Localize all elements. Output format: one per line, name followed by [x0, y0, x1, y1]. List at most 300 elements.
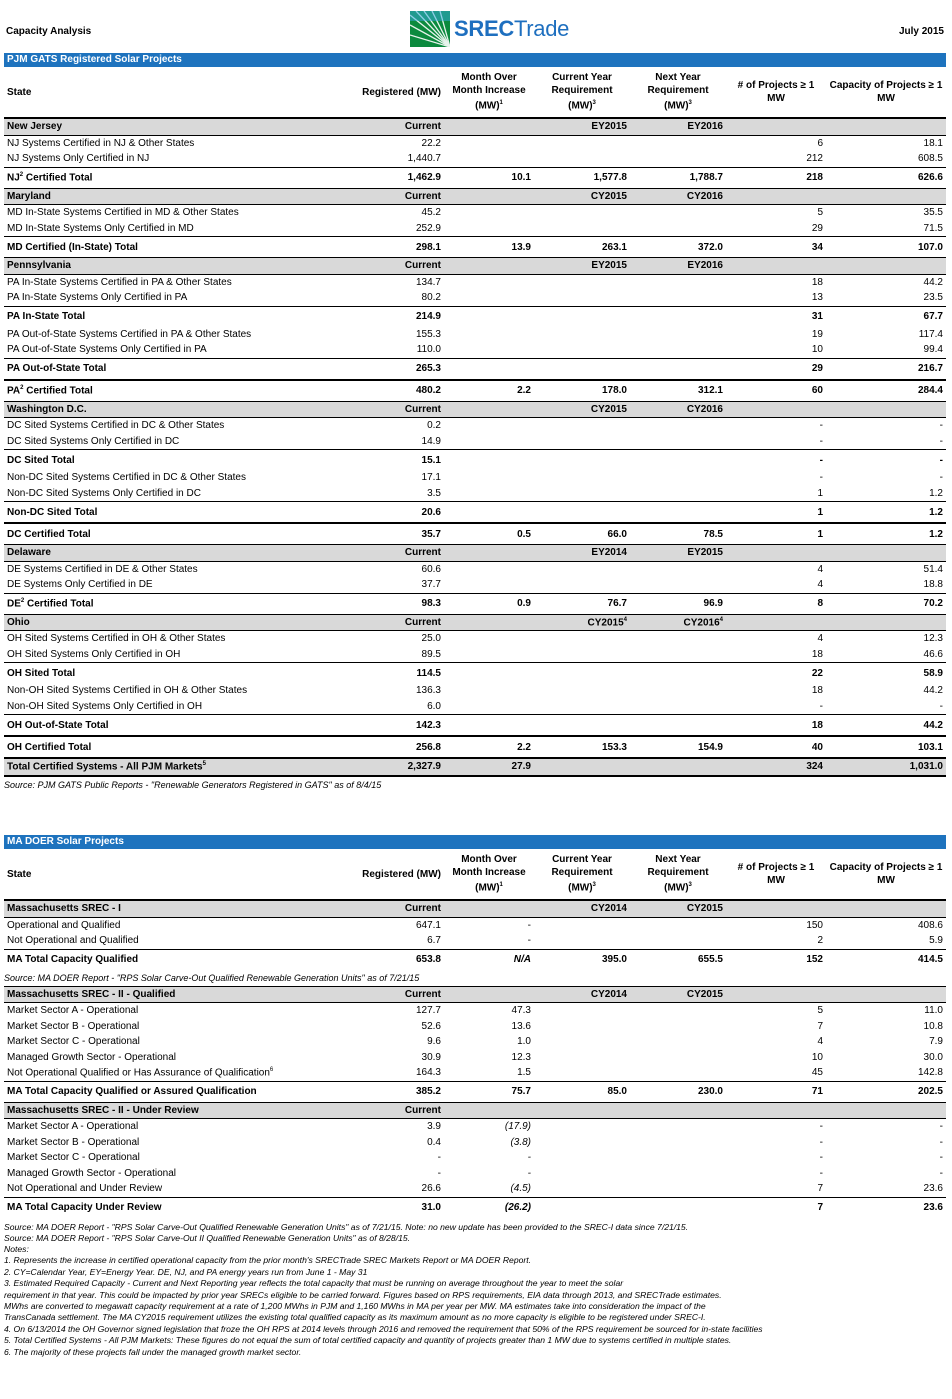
table-cell: 98.3 — [304, 593, 444, 614]
table-cell: OH Certified Total — [4, 736, 304, 758]
table-cell: 25.0 — [421, 633, 441, 645]
table-cell: OH Sited Total — [4, 663, 304, 684]
table-cell — [630, 151, 726, 167]
table-cell: - — [939, 700, 943, 712]
table-cell — [534, 274, 630, 290]
section-title: PJM GATS Registered Solar Projects — [4, 53, 946, 67]
table-cell: Non-OH Sited Systems Only Certified in OH — [7, 700, 203, 712]
column-header: Next Year Requirement (MW)$^3$ — [630, 67, 726, 118]
table-cell — [630, 699, 726, 715]
table-cell: MD Certified (In-State) Total — [4, 237, 304, 258]
table-cell: 13.9 — [444, 237, 534, 258]
table-cell — [444, 401, 534, 418]
table-cell — [630, 502, 726, 524]
report-title: Capacity Analysis — [6, 26, 92, 37]
table-row — [4, 327, 946, 343]
table-cell: 47.3 — [511, 1005, 531, 1017]
footnote-line: 3. Estimated Required Capacity - Current and Next Reporting year reflects the total capacity that must be running on average throughout the year to meet the solar — [4, 1278, 624, 1289]
total-row — [4, 237, 946, 258]
table-cell: 52.6 — [421, 1020, 441, 1032]
table-cell — [630, 561, 726, 577]
table-cell: 216.7 — [826, 358, 946, 380]
table-cell: NJ Systems Certified in NJ & Other States — [7, 137, 195, 149]
column-header: Capacity of Projects ≥ 1 MW — [826, 849, 946, 900]
table-cell: 46.6 — [923, 648, 943, 660]
table-cell: 1.2 — [929, 487, 943, 499]
table-cell: 252.9 — [415, 222, 441, 234]
column-header: State — [4, 67, 304, 118]
table-cell: $PA^2$ Certified Total — [4, 380, 304, 402]
table-cell — [444, 577, 534, 593]
column-header-row — [4, 67, 946, 118]
table-cell: 655.5 — [630, 949, 726, 970]
table-cell — [534, 502, 630, 524]
table-cell — [534, 1065, 630, 1081]
table-cell: Current — [304, 401, 444, 418]
table-cell: Market Sector B - Operational — [7, 1136, 140, 1148]
table-cell — [444, 151, 534, 167]
table-cell: 230.0 — [630, 1081, 726, 1102]
table-cell — [630, 683, 726, 699]
footnote-line: 4. On 6/13/2014 the OH Governor signed legislation that froze the OH RPS at 2014 levels through 2016 and removed the requirement that 50% of the RPS requirement be sourced for in-state facilities — [4, 1323, 763, 1334]
table-cell: 96.9 — [630, 593, 726, 614]
table-row — [4, 418, 946, 434]
table-cell — [826, 900, 946, 917]
table-cell: 212 — [806, 153, 823, 165]
table-cell: Total Certified Systems - All PJM Markets$^5$ — [4, 758, 304, 776]
table-cell: 114.5 — [304, 663, 444, 684]
table-cell: 37.7 — [421, 579, 441, 591]
table-cell — [444, 502, 534, 524]
table-cell: (17.9) — [504, 1121, 531, 1133]
column-header: Current Year Requirement (MW)$^3$ — [534, 67, 630, 118]
table-cell — [444, 486, 534, 502]
table-cell: 71 — [726, 1081, 826, 1102]
table-cell: 110.0 — [416, 344, 441, 356]
table-cell — [534, 1050, 630, 1066]
subtotal-row — [4, 502, 946, 524]
table-cell — [534, 577, 630, 593]
table-row — [4, 274, 946, 290]
table-cell: 263.1 — [534, 237, 630, 258]
table-cell: 29 — [726, 358, 826, 380]
table-cell: 10.1 — [444, 167, 534, 188]
table-cell — [726, 188, 826, 205]
table-cell — [444, 561, 534, 577]
table-cell — [630, 577, 726, 593]
table-cell — [534, 699, 630, 715]
source-note: Source: MA DOER Report - "RPS Solar Carve-Out II Qualified Renewable Generation Units" as of 8/28/15. — [4, 1232, 411, 1243]
table-row — [4, 1019, 946, 1035]
table-cell: - — [437, 1152, 441, 1164]
table-cell: 67.7 — [826, 306, 946, 327]
table-cell — [726, 986, 826, 1003]
table-cell: 647.1 — [415, 919, 441, 931]
table-row — [4, 699, 946, 715]
subtotal-row — [4, 450, 946, 471]
total-row — [4, 1081, 946, 1102]
table-row — [4, 434, 946, 450]
total-row — [4, 380, 946, 402]
table-cell: Non-DC Sited Total — [4, 502, 304, 524]
table-cell — [444, 205, 534, 221]
table-cell: 202.5 — [826, 1081, 946, 1102]
table-row — [4, 561, 946, 577]
table-cell — [630, 135, 726, 151]
table-cell — [444, 418, 534, 434]
table-cell: (3.8) — [510, 1136, 531, 1148]
table-cell: Current — [304, 118, 444, 135]
table-cell: 71.5 — [923, 222, 943, 234]
table-cell — [444, 450, 534, 471]
table-cell — [534, 290, 630, 306]
table-cell: - — [939, 1152, 943, 1164]
table-cell: - — [939, 435, 943, 447]
table-cell: 89.5 — [421, 648, 441, 660]
table-cell: DC Certified Total — [4, 523, 304, 545]
table-cell: 10.8 — [923, 1020, 943, 1032]
source-note: Source: MA DOER Report - "RPS Solar Carve-Out Qualified Renewable Generation Units" as of 7/21/15. Note: no new update has been provided to the SREC-I data since 7/21/15. — [4, 1221, 689, 1232]
table-cell: - — [819, 1121, 823, 1133]
table-row — [4, 647, 946, 663]
table-cell: Market Sector C - Operational — [7, 1036, 140, 1048]
table-cell: CY2015$^4$ — [534, 614, 630, 631]
table-cell: 5.9 — [929, 935, 943, 947]
table-cell: - — [819, 472, 823, 484]
table-cell: 153.3 — [534, 736, 630, 758]
table-cell: CY2015 — [534, 401, 630, 418]
footnote-line: 5. Total Certified Systems - All PJM Markets: These figures do not equal the sum of total certified capacity and quantity of projects greater than 1 MW due to systems certified in multiple states. — [4, 1335, 732, 1346]
table-cell: 1.5 — [517, 1067, 531, 1079]
table-cell: 0.4 — [427, 1136, 441, 1148]
table-cell — [630, 933, 726, 949]
table-cell — [630, 418, 726, 434]
table-cell: $DE^2$ Certified Total — [4, 593, 304, 614]
table-cell: Massachusetts SREC - I — [4, 900, 304, 917]
table-cell — [726, 118, 826, 135]
table-cell: 7.9 — [929, 1036, 943, 1048]
table-cell: 142.8 — [917, 1067, 943, 1079]
table-cell — [534, 561, 630, 577]
table-cell: 70.2 — [826, 593, 946, 614]
subtotal-row — [4, 715, 946, 737]
table-cell: Current — [304, 1102, 444, 1119]
table-cell — [534, 221, 630, 237]
table-cell — [826, 614, 946, 631]
table-cell: DE Systems Only Certified in DE — [7, 579, 153, 591]
table-cell: 44.2 — [826, 715, 946, 737]
table-cell: 1.2 — [826, 523, 946, 545]
table-row — [4, 1003, 946, 1019]
table-cell: 13.6 — [511, 1020, 531, 1032]
table-row — [4, 917, 946, 933]
footnote-line: Notes: — [4, 1244, 29, 1254]
table-cell — [534, 1181, 630, 1197]
table-cell: 60.6 — [421, 563, 441, 575]
grand-total-row — [4, 758, 946, 776]
table-cell: CY2015 — [534, 188, 630, 205]
table-cell — [630, 1150, 726, 1166]
table-cell — [630, 1065, 726, 1081]
table-cell: 18 — [726, 715, 826, 737]
table-cell — [444, 188, 534, 205]
table-row — [4, 290, 946, 306]
table-cell: 0.5 — [444, 523, 534, 545]
table-cell: 5 — [817, 207, 823, 219]
footnote-line: TransCanada settlement. The MA CY2015 requirement utilizes the existing total qualified capacity as its maximum amount as no more capacity is eligible to be registered under SREC-I. — [4, 1312, 706, 1323]
table-cell: 284.4 — [826, 380, 946, 402]
group-header-row — [4, 614, 946, 631]
column-header: Current Year Requirement (MW)$^3$ — [534, 849, 630, 900]
table-cell: MD In-State Systems Certified in MD & Other States — [7, 207, 239, 219]
table-cell: 7 — [817, 1020, 823, 1032]
table-cell — [630, 486, 726, 502]
table-cell — [534, 1019, 630, 1035]
table-cell: 51.4 — [923, 563, 943, 575]
table-cell: New Jersey — [4, 118, 304, 135]
table-cell: - — [819, 1136, 823, 1148]
source-note: Source: PJM GATS Public Reports - "Renewable Generators Registered in GATS" as of 8/4/15 — [4, 779, 382, 790]
table-cell: N/A — [444, 949, 534, 970]
table-cell: Washington D.C. — [4, 401, 304, 418]
table-row — [4, 1034, 946, 1050]
table-cell — [534, 1003, 630, 1019]
table-cell: 9.6 — [427, 1036, 441, 1048]
srectrade-logo — [410, 10, 569, 48]
table-cell: 29 — [811, 222, 823, 234]
table-cell: (26.2) — [444, 1197, 534, 1218]
table-cell — [630, 1050, 726, 1066]
column-header: # of Projects ≥ 1 MW — [726, 67, 826, 118]
table-cell — [630, 274, 726, 290]
table-cell — [534, 418, 630, 434]
table-cell — [444, 647, 534, 663]
table-row — [4, 1050, 946, 1066]
table-cell — [534, 663, 630, 684]
table-cell: 256.8 — [304, 736, 444, 758]
table-cell: 31 — [726, 306, 826, 327]
table-cell — [726, 1102, 826, 1119]
table-cell: 1 — [817, 487, 823, 499]
table-cell: 0.2 — [427, 420, 441, 432]
table-cell — [630, 1102, 726, 1119]
footnotes — [4, 1244, 946, 1358]
table-cell: 1,462.9 — [304, 167, 444, 188]
table-cell: EY2016 — [630, 258, 726, 275]
table-cell: Pennsylvania — [4, 258, 304, 275]
table-cell — [630, 1119, 726, 1135]
table-cell: NJ Systems Only Certified in NJ — [7, 153, 150, 165]
table-row — [4, 342, 946, 358]
table-cell — [630, 1003, 726, 1019]
total-row — [4, 1197, 946, 1218]
table-cell: Current — [304, 986, 444, 1003]
table-cell: CY2016 — [630, 188, 726, 205]
table-row — [4, 135, 946, 151]
footnote-line: 1. Represents the increase in certified operational capacity from the prior month's SRECTrade SREC Markets Report or MA DOER Report. — [4, 1255, 532, 1266]
table-row — [4, 1065, 946, 1081]
table-cell — [534, 683, 630, 699]
table-cell: 324 — [726, 758, 826, 776]
table-cell — [630, 1034, 726, 1050]
table-cell: 127.7 — [415, 1005, 441, 1017]
table-cell — [534, 1197, 630, 1218]
table-cell: 608.5 — [917, 153, 943, 165]
table-cell — [826, 401, 946, 418]
report-date: July 2015 — [898, 26, 944, 37]
table-cell — [444, 327, 534, 343]
table-cell — [534, 358, 630, 380]
table-cell: 17.1 — [421, 472, 441, 484]
table-cell: 6.0 — [427, 700, 441, 712]
table-cell — [444, 470, 534, 486]
table-cell: 372.0 — [630, 237, 726, 258]
table-cell — [444, 1102, 534, 1119]
column-header-row — [4, 849, 946, 900]
table-cell — [444, 663, 534, 684]
table-cell: DC Sited Systems Only Certified in DC — [7, 435, 180, 447]
table-cell: - — [527, 935, 531, 947]
total-row — [4, 167, 946, 188]
source-note: Source: MA DOER Report - "RPS Solar Carve-Out Qualified Renewable Generation Units" as of 7/21/15 — [4, 972, 420, 983]
table-cell: 23.6 — [923, 1183, 943, 1195]
table-cell: 0.9 — [444, 593, 534, 614]
table-cell: Managed Growth Sector - Operational — [7, 1051, 176, 1063]
table-cell: 14.9 — [421, 435, 441, 447]
group-header-row — [4, 258, 946, 275]
table-cell: Not Operational and Under Review — [7, 1183, 163, 1195]
column-header: Registered (MW) — [304, 849, 444, 900]
table-cell — [630, 327, 726, 343]
table-cell: 34 — [726, 237, 826, 258]
table-cell: 2 — [817, 935, 823, 947]
table-cell — [630, 221, 726, 237]
table-cell: PA In-State Systems Only Certified in PA — [7, 292, 188, 304]
table-cell: 66.0 — [534, 523, 630, 545]
table-cell: 78.5 — [630, 523, 726, 545]
table-cell: 30.0 — [923, 1051, 943, 1063]
table-cell — [534, 135, 630, 151]
table-row — [4, 486, 946, 502]
table-cell: 154.9 — [630, 736, 726, 758]
table-cell: Market Sector A - Operational — [7, 1121, 139, 1133]
table-cell: Current — [304, 545, 444, 562]
table-cell: CY2016 — [630, 401, 726, 418]
table-row — [4, 631, 946, 647]
footnote-line: 6. The majority of these projects fall under the managed growth market sector. — [4, 1346, 302, 1357]
table-cell: CY2015 — [630, 900, 726, 917]
table-cell: 99.4 — [923, 344, 943, 356]
table-cell: 13 — [811, 292, 823, 304]
table-cell — [630, 663, 726, 684]
table-cell: OH Sited Systems Only Certified in OH — [7, 648, 181, 660]
table-cell: Non-OH Sited Systems Certified in OH & Other States — [7, 685, 248, 697]
table-cell: 18 — [811, 685, 823, 697]
section-title: MA DOER Solar Projects — [4, 835, 946, 849]
table-cell: (4.5) — [510, 1183, 531, 1195]
table-cell — [534, 205, 630, 221]
footnote-line: MWhs are converted to megawatt capacity requirement at a rate of 1,200 MWhs in PJM and 1,160 MWhs in MA per year per MW. MA estimates take into consideration the impact of the — [4, 1301, 706, 1312]
table-cell — [826, 188, 946, 205]
table-cell: Ohio — [4, 614, 304, 631]
table-cell: Current — [304, 188, 444, 205]
table-cell: CY2014 — [534, 900, 630, 917]
table-cell — [534, 631, 630, 647]
table-cell — [630, 450, 726, 471]
table-row — [4, 221, 946, 237]
table-cell: 8 — [726, 593, 826, 614]
table-cell — [534, 450, 630, 471]
table-cell: 1,031.0 — [826, 758, 946, 776]
table-cell: 4 — [817, 563, 823, 575]
table-cell: 26.6 — [421, 1183, 441, 1195]
table-cell — [444, 274, 534, 290]
table-cell — [534, 1150, 630, 1166]
table-cell: Not Operational Qualified or Has Assurance of Qualification$^6$ — [7, 1067, 274, 1079]
table-cell — [444, 683, 534, 699]
table-cell — [826, 118, 946, 135]
table-cell — [534, 1034, 630, 1050]
table-cell: Managed Growth Sector - Operational — [7, 1167, 176, 1179]
table-cell: - — [826, 450, 946, 471]
table-cell — [826, 1102, 946, 1119]
table-row — [4, 1119, 946, 1135]
table-row — [4, 1166, 946, 1182]
table-cell: CY2015 — [630, 986, 726, 1003]
table-cell: Massachusetts SREC - II - Qualified — [4, 986, 304, 1003]
table-cell: - — [437, 1167, 441, 1179]
table-cell — [444, 290, 534, 306]
table-cell: 23.5 — [923, 292, 943, 304]
table-cell: 18 — [811, 648, 823, 660]
table-cell — [630, 917, 726, 933]
column-header: Month Over Month Increase (MW)$^1$ — [444, 849, 534, 900]
table-row — [4, 205, 946, 221]
table-cell: 22.2 — [421, 137, 441, 149]
table-cell: 5 — [817, 1005, 823, 1017]
table-cell: 103.1 — [826, 736, 946, 758]
table-cell: 4 — [817, 633, 823, 645]
table-cell — [534, 434, 630, 450]
table-cell: 10 — [811, 344, 823, 356]
table-cell: - — [527, 1152, 531, 1164]
table-cell — [444, 342, 534, 358]
table-cell — [534, 486, 630, 502]
table-cell: Delaware — [4, 545, 304, 562]
table-cell: 1 — [726, 502, 826, 524]
table-cell — [534, 647, 630, 663]
table-cell — [630, 1166, 726, 1182]
table-cell: 19 — [811, 328, 823, 340]
table-cell: 58.9 — [826, 663, 946, 684]
table-cell: 85.0 — [534, 1081, 630, 1102]
table-cell: MA Total Capacity Qualified — [4, 949, 304, 970]
table-cell — [534, 1135, 630, 1151]
footnote-line: 2. CY=Calendar Year, EY=Energy Year. DE, NJ, and PA energy years run from June 1 - May 31 — [4, 1266, 368, 1277]
subtotal-row — [4, 358, 946, 380]
table-cell: 31.0 — [304, 1197, 444, 1218]
table-cell: 134.7 — [415, 276, 441, 288]
table-cell — [726, 900, 826, 917]
table-cell: Market Sector A - Operational — [7, 1005, 139, 1017]
table-cell: 76.7 — [534, 593, 630, 614]
table-cell: - — [819, 420, 823, 432]
table-cell: 22 — [726, 663, 826, 684]
table-cell: Operational and Qualified — [7, 919, 121, 931]
table-cell: $NJ^2$ Certified Total — [4, 167, 304, 188]
table-cell: 30.9 — [421, 1051, 441, 1063]
table-cell: 44.2 — [923, 276, 943, 288]
